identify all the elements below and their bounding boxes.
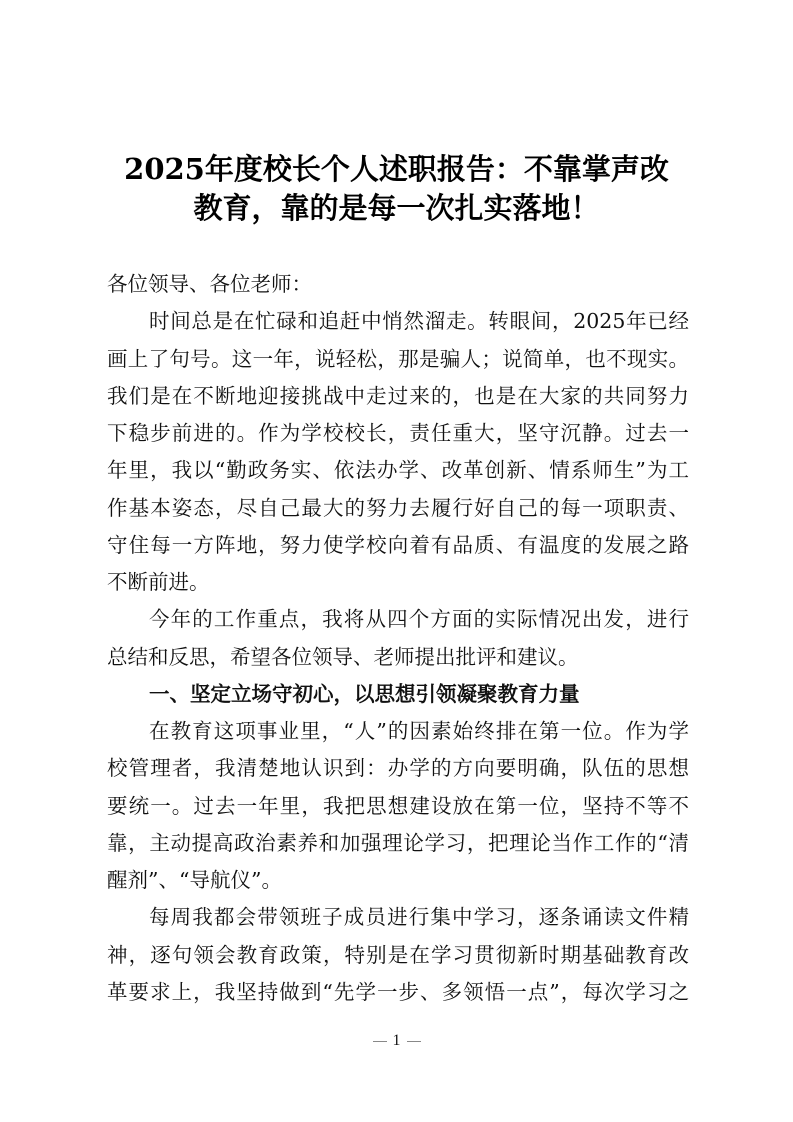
body-line: 画上了句号。这一年，说轻松，那是骗人；说简单，也不现实。 bbox=[107, 346, 689, 371]
page-footer bbox=[0, 1032, 793, 1050]
document-title bbox=[95, 150, 698, 228]
body-line: 时间总是在忙碌和追赶中悄然溜走。转眼间，2025年已经 bbox=[149, 309, 689, 334]
dash-right bbox=[407, 1041, 421, 1042]
body-line: 要统一。过去一年里，我把思想建设放在第一位，坚持不等不 bbox=[107, 793, 689, 818]
body-line: 神，逐句领会教育政策，特别是在学习贯彻新时期基础教育改 bbox=[107, 942, 689, 967]
body-line: 作基本姿态，尽自己最大的努力去履行好自己的每一项职责、 bbox=[107, 495, 689, 520]
body-line: 革要求上，我坚持做到“先学一步、多领悟一点”，每次学习之 bbox=[107, 979, 689, 1004]
body-line: 今年的工作重点，我将从四个方面的实际情况出发，进行 bbox=[149, 607, 689, 632]
page-number: 1 bbox=[392, 1032, 401, 1049]
section-heading: 一、坚定立场守初心，以思想引领凝聚教育力量 bbox=[149, 681, 580, 706]
body-line: 不断前进。 bbox=[107, 570, 210, 594]
document-body bbox=[107, 266, 689, 1011]
title-line-1: 2025年度校长个人述职报告：不靠掌声改 bbox=[124, 152, 669, 186]
body-line: 年里，我以“勤政务实、依法办学、改革创新、情系师生”为工 bbox=[107, 458, 689, 483]
body-line: 每周我都会带领班子成员进行集中学习，逐条诵读文件精 bbox=[149, 905, 689, 930]
body-line: 醒剂”、“导航仪”。 bbox=[107, 868, 282, 892]
title-line-2: 教育，靠的是每一次扎实落地！ bbox=[193, 191, 600, 225]
body-line: 下稳步前进的。作为学校校长，责任重大，坚守沉静。过去一 bbox=[107, 421, 689, 445]
body-line: 各位领导、各位老师： bbox=[107, 272, 312, 296]
body-line: 靠，主动提高政治素养和加强理论学习，把理论当作工作的“清 bbox=[107, 830, 689, 855]
body-line: 校管理者，我清楚地认识到：办学的方向要明确，队伍的思想 bbox=[107, 756, 689, 781]
body-line: 我们是在不断地迎接挑战中走过来的，也是在大家的共同努力 bbox=[107, 383, 689, 408]
body-line: 守住每一方阵地，努力使学校向着有品质、有温度的发展之路 bbox=[107, 532, 689, 557]
dash-left bbox=[373, 1041, 387, 1042]
body-line: 总结和反思，希望各位领导、老师提出批评和建议。 bbox=[107, 644, 579, 669]
body-line: 在教育这项事业里，“人”的因素始终排在第一位。作为学 bbox=[149, 719, 689, 743]
